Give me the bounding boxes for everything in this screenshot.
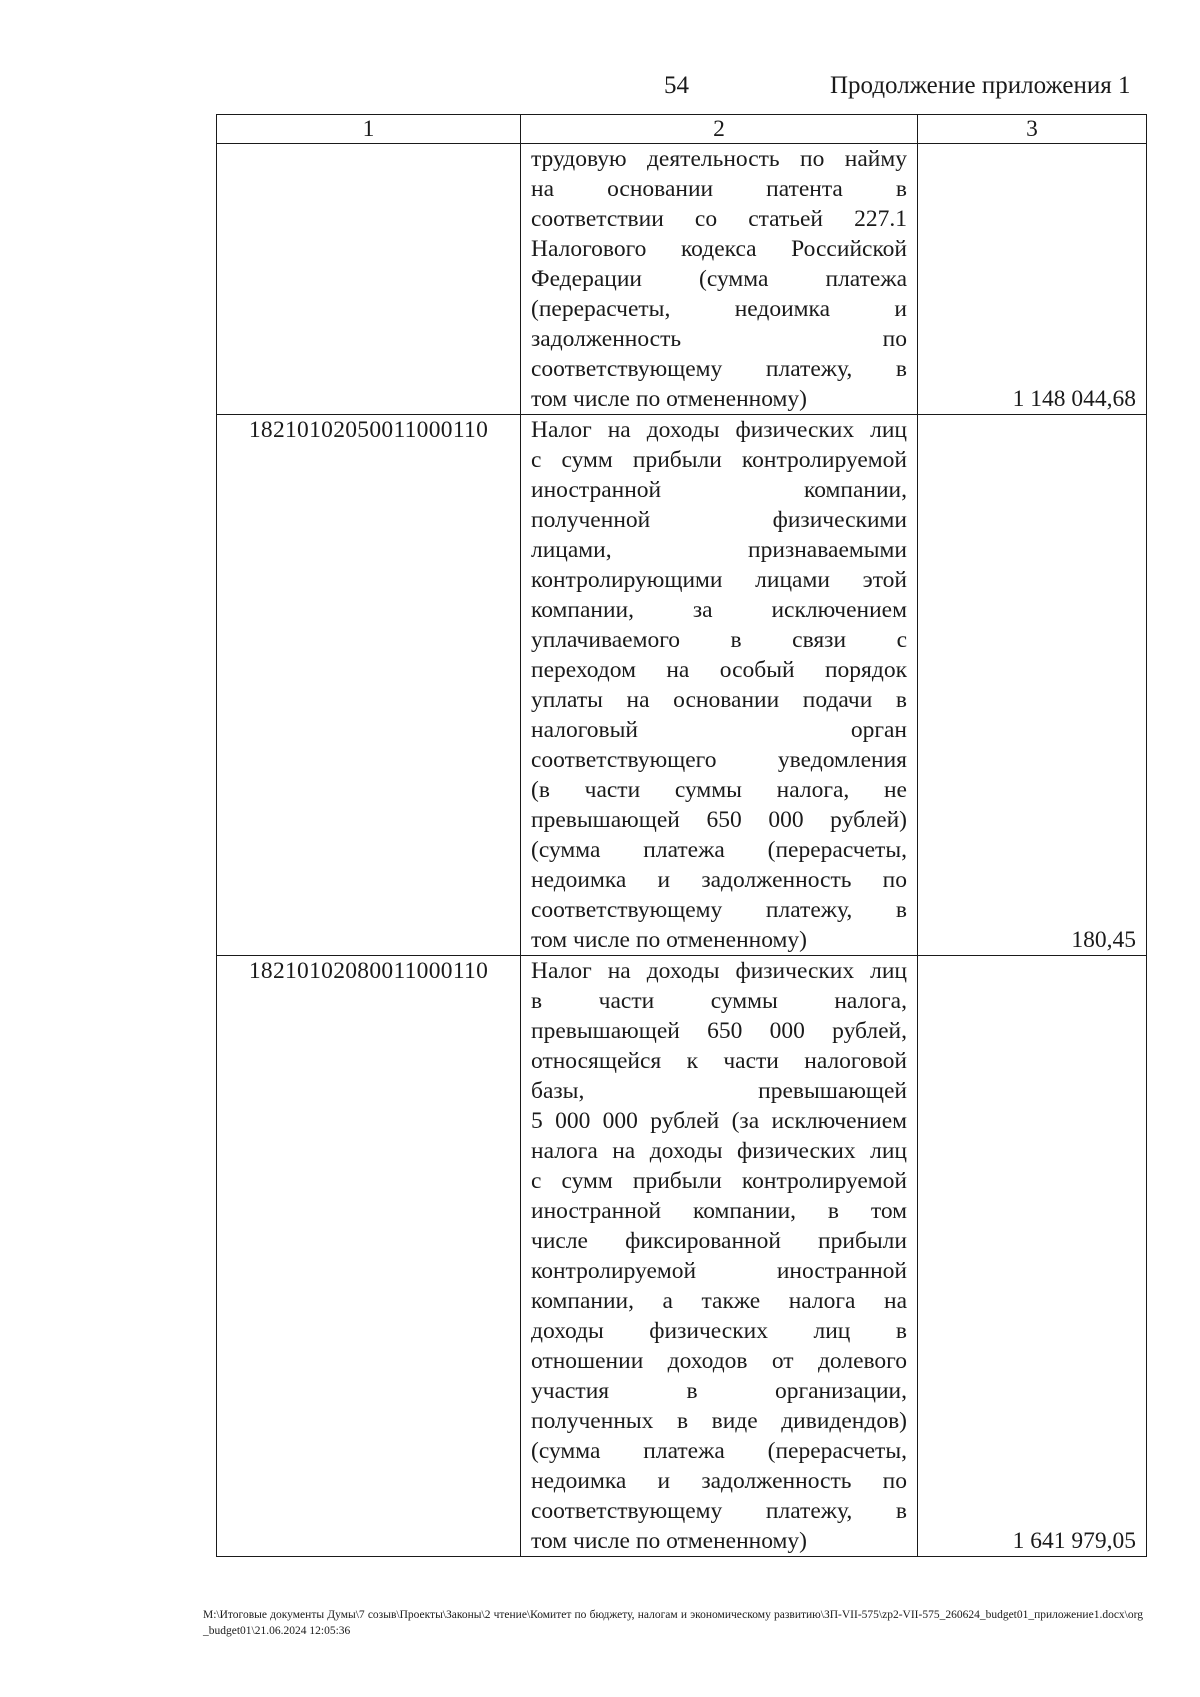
description-cell: [521, 956, 918, 1557]
description-line: соответствии со статьей 227.1: [531, 206, 907, 232]
description-cell: [521, 415, 918, 956]
description-line: уплачиваемого в связи с: [531, 627, 907, 653]
description-line: Налог на доходы физических лиц: [531, 417, 907, 443]
description-line: 5 000 000 рублей (за исключением: [531, 1108, 907, 1134]
amount-cell: 1 148 044,68: [918, 144, 1147, 415]
description-line: полученных в виде дивидендов): [531, 1408, 907, 1434]
description-line: Налогового кодекса Российской: [531, 236, 907, 262]
description-cell: [521, 144, 918, 415]
description-line: (сумма платежа (перерасчеты,: [531, 1438, 907, 1464]
description-line: полученной физическими: [531, 507, 907, 533]
footer-file-path: М:\Итоговые документы Думы\7 созыв\Проекты\Законы\2 чтение\Комитет по бюджету, налогам и экономическому развитию\ЗП-VII-575\zp2-VII-575_260624_budget01_приложение1.docx\org_budget01\21.06.2024 12:05:36: [203, 1609, 1143, 1637]
description-line: Федерации (сумма платежа: [531, 266, 907, 292]
description-line: контролирующими лицами этой: [531, 567, 907, 593]
description-line: доходы физических лиц в: [531, 1318, 907, 1344]
description-line: трудовую деятельность по найму: [531, 146, 907, 172]
description-line: отношении доходов от долевого: [531, 1348, 907, 1374]
description-line: задолженность по: [531, 326, 907, 352]
description-line: соответствующему платежу, в: [531, 1498, 907, 1524]
column-number-row: [217, 115, 1147, 144]
continuation-label: Продолжение приложения 1: [830, 72, 1131, 99]
description-line: числе фиксированной прибыли: [531, 1228, 907, 1254]
description-line: Налог на доходы физических лиц: [531, 958, 907, 984]
table-row: [217, 144, 1147, 415]
description-line: превышающей 650 000 рублей,: [531, 1018, 907, 1044]
description-line: налоговый орган: [531, 717, 907, 743]
description-line: превышающей 650 000 рублей): [531, 807, 907, 833]
description-line: том числе по отмененному): [531, 927, 807, 953]
table-row: [217, 415, 1147, 956]
description-line: иностранной компании, в том: [531, 1198, 907, 1224]
description-line: (перерасчеты, недоимка и: [531, 296, 907, 322]
description-line: уплаты на основании подачи в: [531, 687, 907, 713]
description-line: относящейся к части налоговой: [531, 1048, 907, 1074]
description-line: с сумм прибыли контролируемой: [531, 447, 907, 473]
budget-code-cell: 18210102050011000110: [217, 415, 521, 956]
description-line: том числе по отмененному): [531, 1528, 807, 1554]
description-line: иностранной компании,: [531, 477, 907, 503]
description-line: лицами, признаваемыми: [531, 537, 907, 563]
description-line: в части суммы налога,: [531, 988, 907, 1014]
description-line: соответствующему платежу, в: [531, 897, 907, 923]
description-line: контролируемой иностранной: [531, 1258, 907, 1284]
description-line: (в части суммы налога, не: [531, 777, 907, 803]
column-number-3: 3: [918, 115, 1147, 144]
description-line: налога на доходы физических лиц: [531, 1138, 907, 1164]
description-line: компании, за исключением: [531, 597, 907, 623]
description-line: компании, а также налога на: [531, 1288, 907, 1314]
revenue-table: [216, 114, 1147, 1557]
description-line: на основании патента в: [531, 176, 907, 202]
budget-code-cell: 18210102080011000110: [217, 956, 521, 1557]
description-line: недоимка и задолженность по: [531, 1468, 907, 1494]
description-line: соответствующему платежу, в: [531, 356, 907, 382]
page-number: 54: [664, 72, 689, 99]
column-number-1: 1: [217, 115, 521, 144]
amount-cell: 1 641 979,05: [918, 956, 1147, 1557]
description-line: том числе по отмененному): [531, 386, 807, 412]
column-number-2: 2: [521, 115, 918, 144]
description-line: участия в организации,: [531, 1378, 907, 1404]
description-line: (сумма платежа (перерасчеты,: [531, 837, 907, 863]
budget-code-cell: [217, 144, 521, 415]
table-row: [217, 956, 1147, 1557]
amount-cell: 180,45: [918, 415, 1147, 956]
description-line: с сумм прибыли контролируемой: [531, 1168, 907, 1194]
description-line: недоимка и задолженность по: [531, 867, 907, 893]
description-line: базы, превышающей: [531, 1078, 907, 1104]
description-line: переходом на особый порядок: [531, 657, 907, 683]
description-line: соответствующего уведомления: [531, 747, 907, 773]
